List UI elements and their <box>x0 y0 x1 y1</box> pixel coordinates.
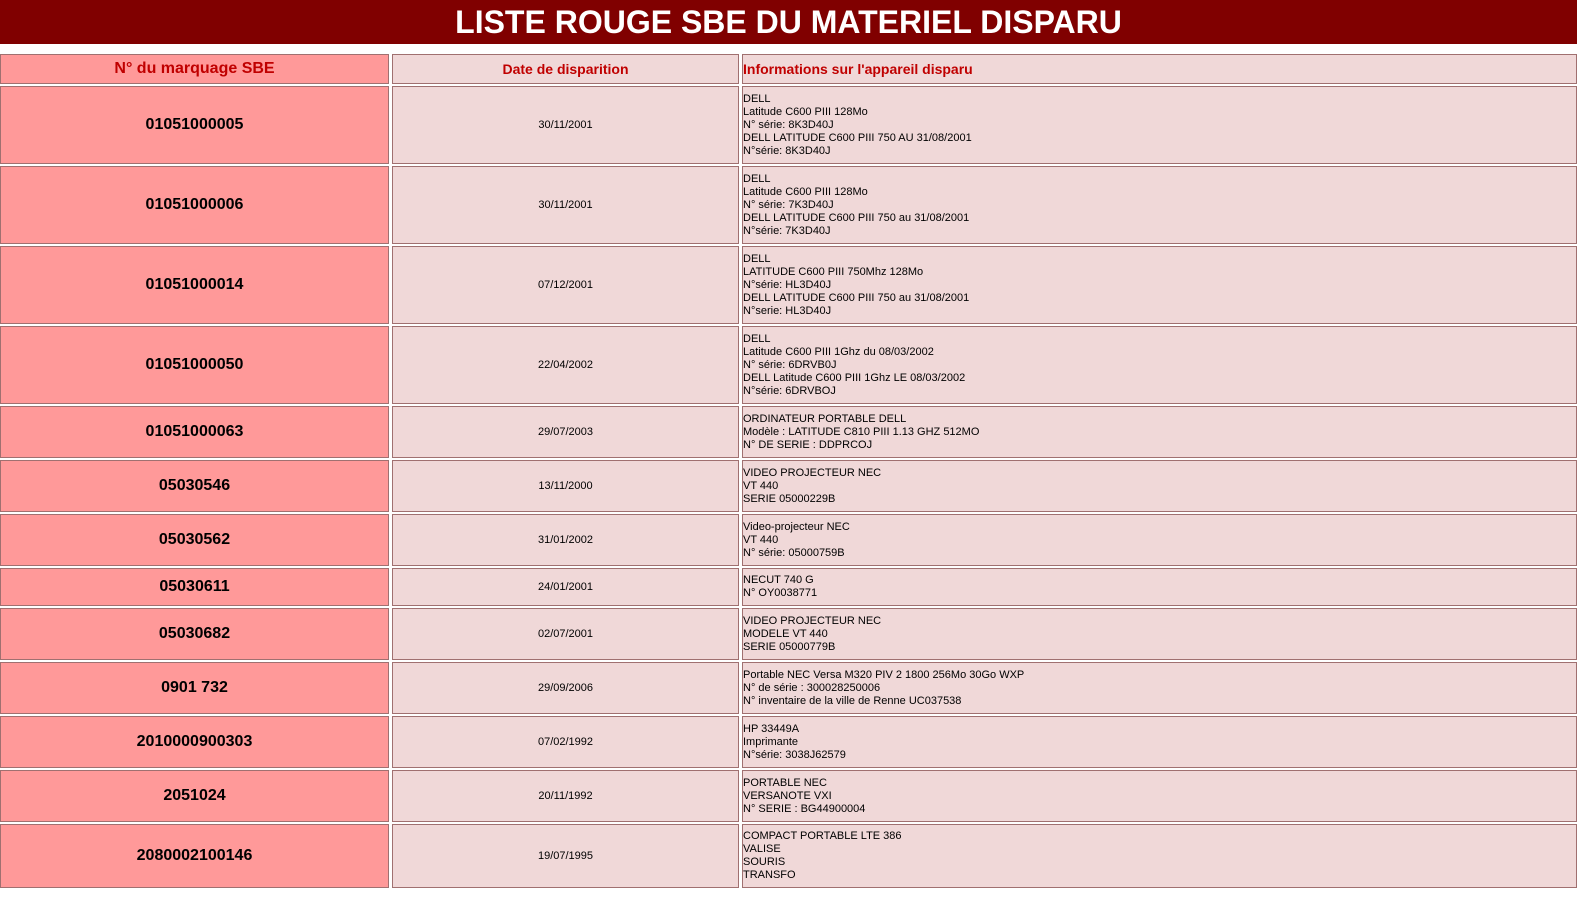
table-row <box>0 716 1577 768</box>
table-row <box>0 608 1577 660</box>
disappearance-date: 02/07/2001 <box>392 608 739 660</box>
device-info-line: N° OY0038771 <box>743 587 818 599</box>
disappearance-date: 29/09/2006 <box>392 662 739 714</box>
device-info-line: PORTABLE NEC <box>743 776 827 789</box>
device-info-line: DELL <box>743 172 771 185</box>
marking-number: 2051024 <box>0 770 389 822</box>
column-header-info: Informations sur l'appareil disparu <box>742 54 1577 84</box>
device-info-line: COMPACT PORTABLE LTE 386 <box>743 830 902 842</box>
device-info-line: SERIE 05000229B <box>743 492 836 505</box>
missing-equipment-table <box>0 52 1577 890</box>
table-row <box>0 824 1577 888</box>
device-info-line: Modèle : LATITUDE C810 PIII 1.13 GHZ 512MO <box>743 425 980 438</box>
device-info-line: HP 33449A <box>743 722 800 735</box>
device-info <box>742 608 1577 660</box>
marking-number: 05030562 <box>0 514 389 566</box>
disappearance-date: 13/11/2000 <box>392 460 739 512</box>
table-row <box>0 326 1577 404</box>
device-info <box>742 514 1577 566</box>
device-info <box>742 662 1577 714</box>
device-info-line: Imprimante <box>743 735 799 748</box>
device-info-line: DELL Latitude C600 PIII 1Ghz LE 08/03/2002 <box>743 371 966 384</box>
device-info-line: VALISE <box>743 843 781 855</box>
marking-number: 01051000005 <box>0 86 389 164</box>
table-row <box>0 246 1577 324</box>
marking-number: 01051000050 <box>0 326 389 404</box>
device-info <box>742 246 1577 324</box>
device-info-line: N°série: 7K3D40J <box>743 224 831 237</box>
marking-number: 05030546 <box>0 460 389 512</box>
device-info <box>742 86 1577 164</box>
marking-number: 01051000063 <box>0 406 389 458</box>
device-info-line: Portable NEC Versa M320 PIV 2 1800 256Mo 30Go WXP <box>743 668 1025 681</box>
device-info-line: N° série: 6DRVB0J <box>743 358 837 371</box>
table-row <box>0 662 1577 714</box>
device-info-line: VIDEO PROJECTEUR NEC <box>743 466 882 479</box>
device-info-line: Latitude C600 PIII 1Ghz du 08/03/2002 <box>743 345 934 358</box>
device-info-line: Latitude C600 PIII 128Mo <box>743 185 868 198</box>
device-info-line: N° série: 8K3D40J <box>743 118 834 131</box>
device-info <box>742 166 1577 244</box>
marking-number: 2010000900303 <box>0 716 389 768</box>
disappearance-date: 19/07/1995 <box>392 824 739 888</box>
device-info-line: MODELE VT 440 <box>743 627 828 640</box>
device-info <box>742 326 1577 404</box>
marking-number: 01051000014 <box>0 246 389 324</box>
device-info-line: N° série: 05000759B <box>743 546 845 559</box>
device-info-line: DELL <box>743 92 771 105</box>
column-header-date: Date de disparition <box>392 54 739 84</box>
marking-number: 2080002100146 <box>0 824 389 888</box>
disappearance-date: 29/07/2003 <box>392 406 739 458</box>
device-info-line: N°série: 6DRVBOJ <box>743 384 836 397</box>
table-row <box>0 514 1577 566</box>
device-info <box>742 716 1577 768</box>
disappearance-date: 30/11/2001 <box>392 166 739 244</box>
disappearance-date: 07/02/1992 <box>392 716 739 768</box>
device-info-line: ORDINATEUR PORTABLE DELL <box>743 412 907 425</box>
device-info <box>742 824 1577 888</box>
device-info-line: DELL <box>743 252 771 265</box>
marking-number: 05030682 <box>0 608 389 660</box>
device-info <box>742 406 1577 458</box>
table-row <box>0 166 1577 244</box>
device-info-line: DELL <box>743 332 771 345</box>
device-info-line: VIDEO PROJECTEUR NEC <box>743 614 882 627</box>
device-info <box>742 568 1577 606</box>
device-info-line: NECUT 740 G <box>743 574 814 586</box>
marking-number: 01051000006 <box>0 166 389 244</box>
table-row <box>0 460 1577 512</box>
device-info-line: N° SERIE : BG44900004 <box>743 802 866 815</box>
table-row <box>0 86 1577 164</box>
device-info-line: VT 440 <box>743 533 779 546</box>
column-header-marking: N° du marquage SBE <box>0 54 389 84</box>
page-title: LISTE ROUGE SBE DU MATERIEL DISPARU <box>0 0 1577 44</box>
disappearance-date: 07/12/2001 <box>392 246 739 324</box>
banner-separator <box>0 44 1577 52</box>
device-info-line: N°série: HL3D40J <box>743 278 832 291</box>
device-info-line: N° de série : 300028250006 <box>743 681 881 694</box>
table-row <box>0 568 1577 606</box>
device-info-line: SOURIS <box>743 856 786 868</box>
device-info-line: SERIE 05000779B <box>743 640 836 653</box>
disappearance-date: 24/01/2001 <box>392 568 739 606</box>
disappearance-date: 22/04/2002 <box>392 326 739 404</box>
device-info-line: DELL LATITUDE C600 PIII 750 AU 31/08/2001 <box>743 131 972 144</box>
disappearance-date: 31/01/2002 <box>392 514 739 566</box>
device-info-line: DELL LATITUDE C600 PIII 750 au 31/08/2001 <box>743 291 970 304</box>
device-info-line: Latitude C600 PIII 128Mo <box>743 105 868 118</box>
device-info-line: N°série: 3038J62579 <box>743 748 846 761</box>
device-info-line: N°série: 8K3D40J <box>743 144 831 157</box>
table-row <box>0 770 1577 822</box>
device-info-line: LATITUDE C600 PIII 750Mhz 128Mo <box>743 265 924 278</box>
disappearance-date: 30/11/2001 <box>392 86 739 164</box>
device-info-line: N° inventaire de la ville de Renne UC037538 <box>743 694 962 707</box>
table-header-row <box>0 54 1577 84</box>
device-info-line: VERSANOTE VXI <box>743 789 832 802</box>
device-info-line: DELL LATITUDE C600 PIII 750 au 31/08/2001 <box>743 211 970 224</box>
marking-number: 0901 732 <box>0 662 389 714</box>
table-row <box>0 406 1577 458</box>
device-info <box>742 770 1577 822</box>
device-info-line: Video-projecteur NEC <box>743 520 850 533</box>
device-info-line: N°serie: HL3D40J <box>743 304 832 317</box>
device-info-line: TRANSFO <box>743 869 796 881</box>
device-info-line: VT 440 <box>743 479 779 492</box>
device-info <box>742 460 1577 512</box>
device-info-line: N° DE SERIE : DDPRCOJ <box>743 438 873 451</box>
marking-number: 05030611 <box>0 568 389 606</box>
disappearance-date: 20/11/1992 <box>392 770 739 822</box>
device-info-line: N° série: 7K3D40J <box>743 198 834 211</box>
